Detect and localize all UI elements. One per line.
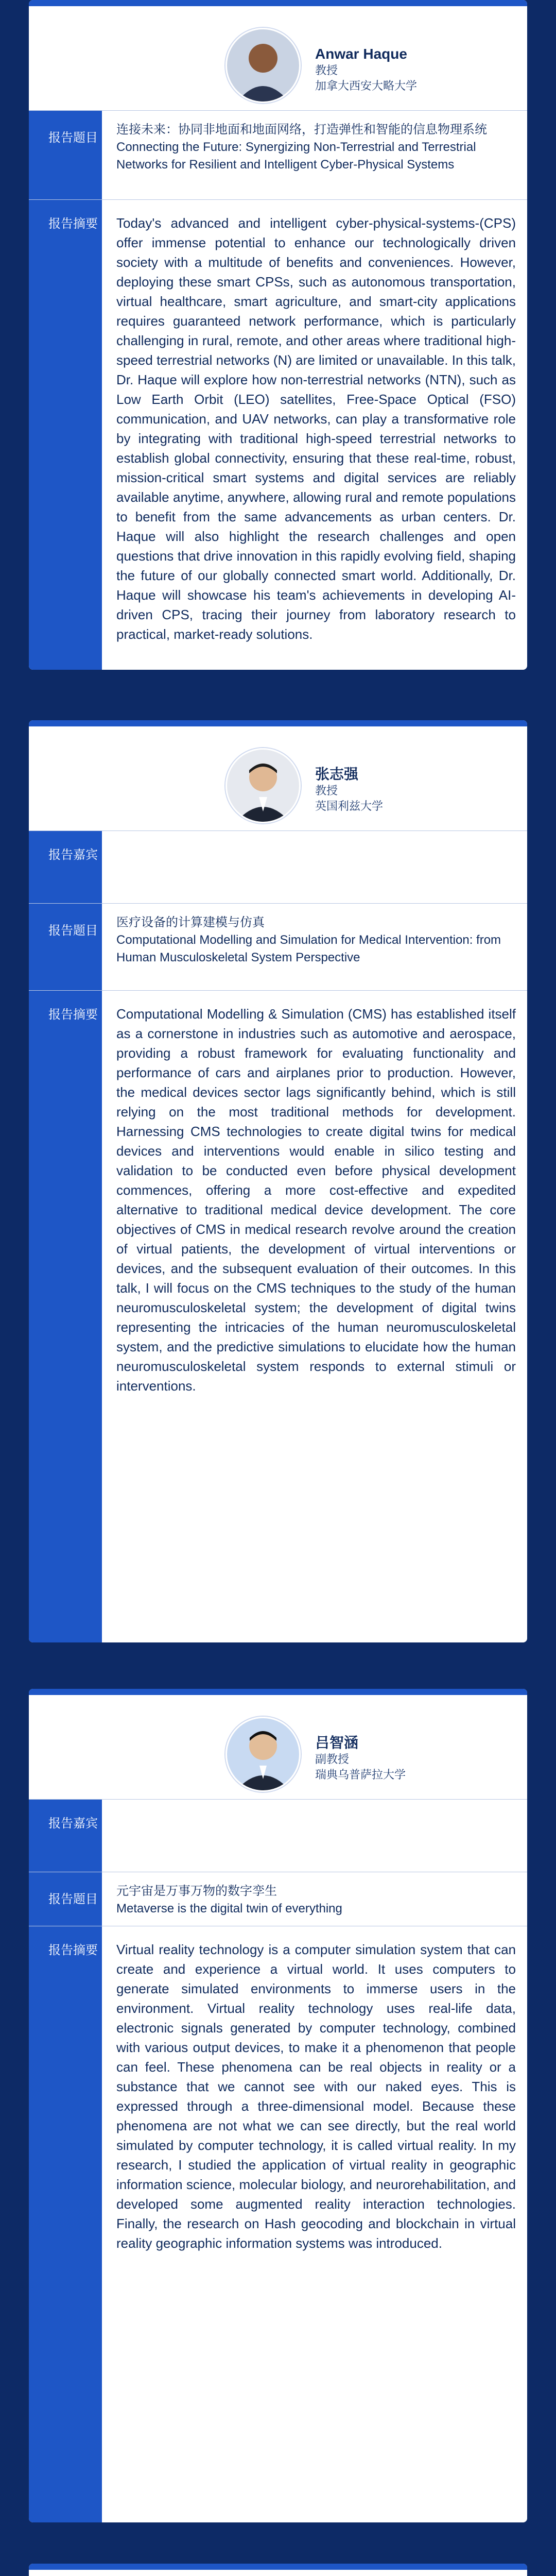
speaker-title: 教授: [315, 64, 338, 77]
speaker-card: [29, 1689, 527, 2522]
speaker-value: [102, 1800, 527, 1872]
speaker-card: [29, 2564, 527, 2576]
speaker-name: Anwar Haque: [315, 46, 407, 62]
speaker-card: [29, 0, 527, 670]
topic-row: [29, 904, 527, 991]
topic-english: Computational Modelling and Simulation for Medical Intervention: from Human Musculoskeletal System Perspective: [116, 933, 501, 964]
topic-value: [102, 111, 527, 199]
speaker-organization: 加拿大西安大略大学: [315, 79, 418, 92]
topic-label: 报告题目: [29, 1872, 102, 1926]
topic-english: Connecting the Future: Synergizing Non-Terrestrial and Terrestrial Networks for Resilient and Intelligent Cyber-Physical Systems: [116, 140, 476, 172]
speaker-label: 报告嘉宾: [29, 1800, 102, 1872]
speaker-value: [102, 831, 527, 903]
abstract-row: [29, 200, 527, 670]
topic-chinese: 医疗设备的计算建模与仿真: [116, 916, 265, 929]
speaker-title: 教授: [315, 784, 338, 797]
abstract-label: 报告摘要: [29, 991, 102, 1642]
abstract-text: Today's advanced and intelligent cyber-physical-systems-(CPS) offer immense potential to enhance our technologically driven society with a multitude of benefits and conveniences. However, deploying these smart CPSs, such as autonomous transportation, virtual healthcare, smart agriculture, and smart-city applications requires guaranteed network performance, which is particularly challenging in rural, remote, and other areas where traditional high-speed terrestrial networks (N) are limited or unavailable. In this talk, Dr. Haque will explore how non-terrestrial networks (NTN), such as Low Earth Orbit (LEO) satellites, Free-Space Optical (FSO) communication, and UAV networks, can play a transformative role by integrating with traditional high-speed terrestrial networks to establish global connectivity, ensuring that these real-time, robust, mission-critical smart systems and digital services are reliably available anytime, anywhere, allowing rural and remote populations to benefit from the same advancements as urban centers. Dr. Haque will also highlight the research challenges and open questions that drive innovation in this rapidly evolving field, shaping the future of our globally connected smart world. Additionally, Dr. Haque will showcase his team's achievements in developing AI-driven CPS, tracing their journey from laboratory research to practical, market-ready solutions.: [116, 215, 516, 642]
speaker-profile: [29, 720, 527, 831]
topic-english: Metaverse is the digital twin of everything: [116, 1902, 342, 1916]
topic-value: [102, 1872, 527, 1926]
speaker-title: 副教授: [315, 1753, 350, 1766]
topic-row: [29, 1872, 527, 1926]
speaker-card: [29, 720, 527, 1642]
speaker-name: 吕智涵: [315, 1735, 359, 1751]
abstract-row: [29, 991, 527, 1642]
topic-label: 报告题目: [29, 111, 102, 199]
abstract-row: [29, 1926, 527, 2522]
speaker-row: [29, 1800, 527, 1872]
speaker-profile: [29, 1689, 527, 1800]
speaker-profile: [29, 2564, 527, 2576]
speaker-photo: [225, 28, 301, 103]
speaker-organization: 英国利兹大学: [315, 800, 384, 812]
speaker-info: [315, 45, 417, 94]
topic-row: [29, 111, 527, 200]
abstract-text: Virtual reality technology is a computer simulation system that can create and experience a virtual world. It uses computers to generate simulated environments to immerse users in the environment. Virtual reality technology uses real-life data, electronic signals generated by computer technology, combined with various output devices, to make it a phenomenon that people can feel. These phenomena can be real objects in reality or a substance that we cannot see with our naked eyes. This is expressed through a three-dimensional model. Because these phenomena are not what we can see directly, but the real world simulated by computer technology, it is called virtual reality. In my research, I studied the application of virtual reality in geographic information science, molecular biology, and neurorehabilitation, and developed some augmented reality interaction technologies. Finally, the research on Hash geocoding and blockchain in virtual reality geographic information systems was introduced.: [116, 1942, 516, 2251]
topic-chinese: 元宇宙是万事万物的数字孪生: [116, 1884, 277, 1898]
speaker-row: [29, 831, 527, 904]
topic-chinese: 连接未来：协同非地面和地面网络，打造弹性和智能的信息物理系统: [116, 123, 487, 137]
speaker-photo: [225, 1717, 301, 1792]
abstract-label: 报告摘要: [29, 200, 102, 670]
abstract-text: Computational Modelling & Simulation (CMS) has established itself as a cornerstone in industries such as automotive and aerospace, providing a robust framework for evaluating functionality and performance of cars and airplanes prior to production. However, the medical devices sector lags significantly behind, which is still relying on the most traditional methods for development. Harnessing CMS technologies to create digital twins for medical devices and interventions would enable in silico testing and validation to be conducted even before physical development commences, offering a more cost-effective and expedited alternative to traditional medical device development. The core objectives of CMS in medical research revolve around the creation of virtual patients, the development of virtual interventions or devices, and the subsequent evaluation of their outcomes. In this talk, I will focus on the CMS techniques to the study of the human neuromusculoskeletal system; the development of digital twins representing the intricacies of the human neuromusculoskeletal system, and the predictive simulations to elucidate how the human neuromusculoskeletal system responds to external stimuli or interventions.: [116, 1006, 516, 1394]
speaker-photo: [225, 748, 301, 823]
speaker-name: 张志强: [315, 766, 359, 782]
speaker-info: [315, 766, 383, 814]
speaker-label: 报告嘉宾: [29, 831, 102, 903]
topic-label: 报告题目: [29, 904, 102, 990]
speaker-profile: [29, 0, 527, 111]
abstract-label: 报告摘要: [29, 1926, 102, 2522]
topic-value: [102, 904, 527, 990]
speaker-info: [315, 1734, 406, 1783]
speaker-organization: 瑞典乌普萨拉大学: [315, 1768, 406, 1781]
